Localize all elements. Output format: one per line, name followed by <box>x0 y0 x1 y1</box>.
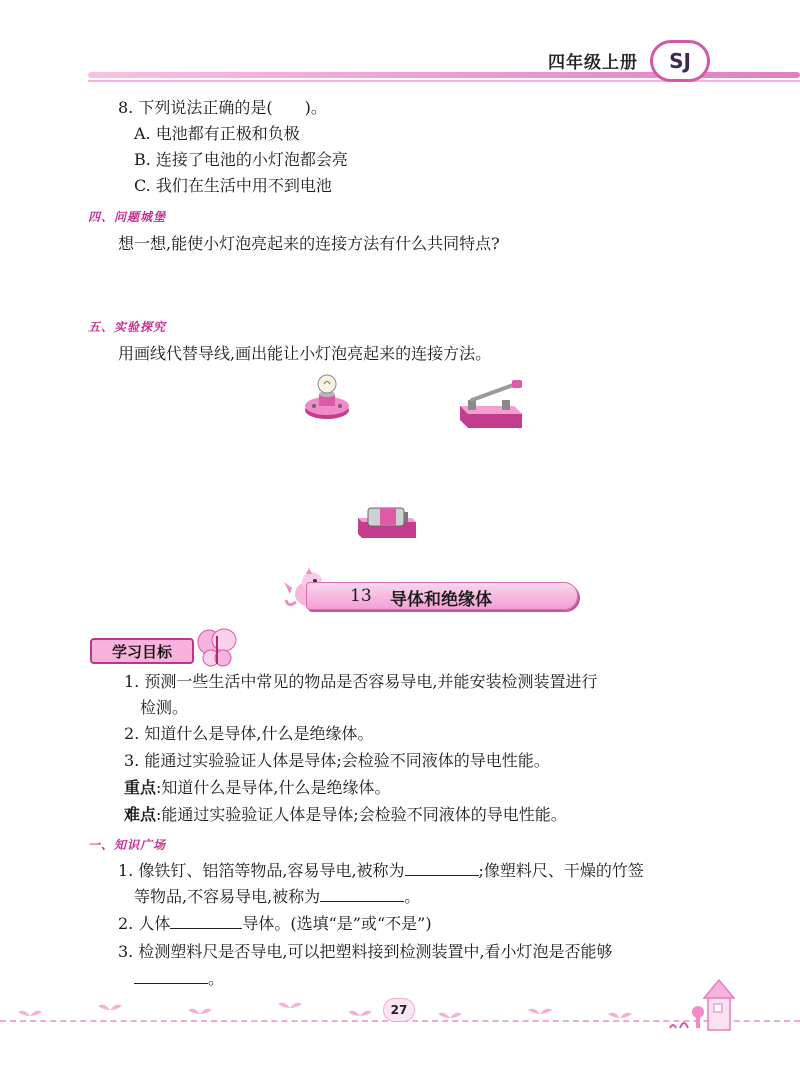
battery-holder-icon <box>356 504 418 540</box>
goal-item-3: 3. 能通过实验验证人体是导体;会检验不同液体的导电性能。 <box>124 751 550 770</box>
page-number: 27 <box>383 998 415 1022</box>
answer-blank-human-body[interactable] <box>170 913 242 929</box>
difficulty-point-text: :能通过实验验证人体是导体;会检验不同液体的导电性能。 <box>156 805 567 824</box>
bulb-holder-icon <box>302 370 352 422</box>
butterfly-icon <box>196 628 238 668</box>
section-4-question: 想一想,能使小灯泡亮起来的连接方法有什么共同特点? <box>118 234 500 253</box>
key-point <box>124 777 391 799</box>
knowledge-q3-line2 <box>134 968 224 990</box>
question-8-option-b: B. 连接了电池的小灯泡都会亮 <box>134 150 348 169</box>
section-5-instruction: 用画线代替导线,画出能让小灯泡亮起来的连接方法。 <box>118 344 492 363</box>
knowledge-q2-text-a: 2. 人体 <box>118 914 171 933</box>
knowledge-q3-text-end: 。 <box>208 969 225 988</box>
question-8-option-a: A. 电池都有正极和负极 <box>134 124 300 143</box>
section-5-title: 五、实验探究 <box>88 320 167 334</box>
knowledge-q1-line1 <box>118 860 644 882</box>
key-point-label: 重点 <box>124 778 157 797</box>
knowledge-q2 <box>118 913 432 935</box>
lesson-title: 导体和绝缘体 <box>390 590 492 610</box>
grade-label: 四年级上册 <box>548 53 638 73</box>
lesson-number: 13 <box>350 586 372 606</box>
knowledge-q2-text-b: 导体。(选填“是”或“不是”) <box>242 914 432 933</box>
goal-item-1: 1. 预测一些生活中常见的物品是否容易导电,并能安装检测装置进行 <box>124 672 598 691</box>
difficulty-point-label: 难点 <box>124 805 157 824</box>
answer-blank-insulator[interactable] <box>320 886 404 902</box>
learning-goals-label: 学习目标 <box>90 638 194 664</box>
key-point-text: :知道什么是导体,什么是绝缘体。 <box>156 778 391 797</box>
knowledge-q1-text-c: 等物品,不容易导电,被称为 <box>134 887 321 906</box>
knowledge-q1-line2 <box>134 886 420 908</box>
answer-blank-bulb-light[interactable] <box>134 968 208 984</box>
knowledge-q3-line1: 3. 检测塑料尺是否导电,可以把塑料接到检测装置中,看小灯泡是否能够 <box>118 942 613 961</box>
question-8-stem: 8. 下列说法正确的是( )。 <box>118 98 327 117</box>
goal-item-2: 2. 知道什么是导体,什么是绝缘体。 <box>124 724 374 743</box>
section-4-title: 四、问题城堡 <box>88 210 167 224</box>
question-8-option-c: C. 我们在生活中用不到电池 <box>134 176 332 195</box>
goal-item-1-continued: 检测。 <box>140 698 189 717</box>
difficulty-point <box>124 804 567 826</box>
knowledge-q1-text-end: 。 <box>404 887 421 906</box>
sprout-decoration-icon <box>10 994 390 1024</box>
series-badge: SJ <box>650 40 710 82</box>
knowledge-q1-text-a: 1. 像铁钉、铝箔等物品,容易导电,被称为 <box>118 861 405 880</box>
switch-icon <box>456 378 526 432</box>
answer-blank-conductor[interactable] <box>405 860 479 876</box>
sprout-decoration-right-icon <box>420 1000 800 1024</box>
section-1-title: 一、知识广场 <box>88 838 167 852</box>
knowledge-q1-text-b: ;像塑料尺、干燥的竹签 <box>478 861 644 880</box>
